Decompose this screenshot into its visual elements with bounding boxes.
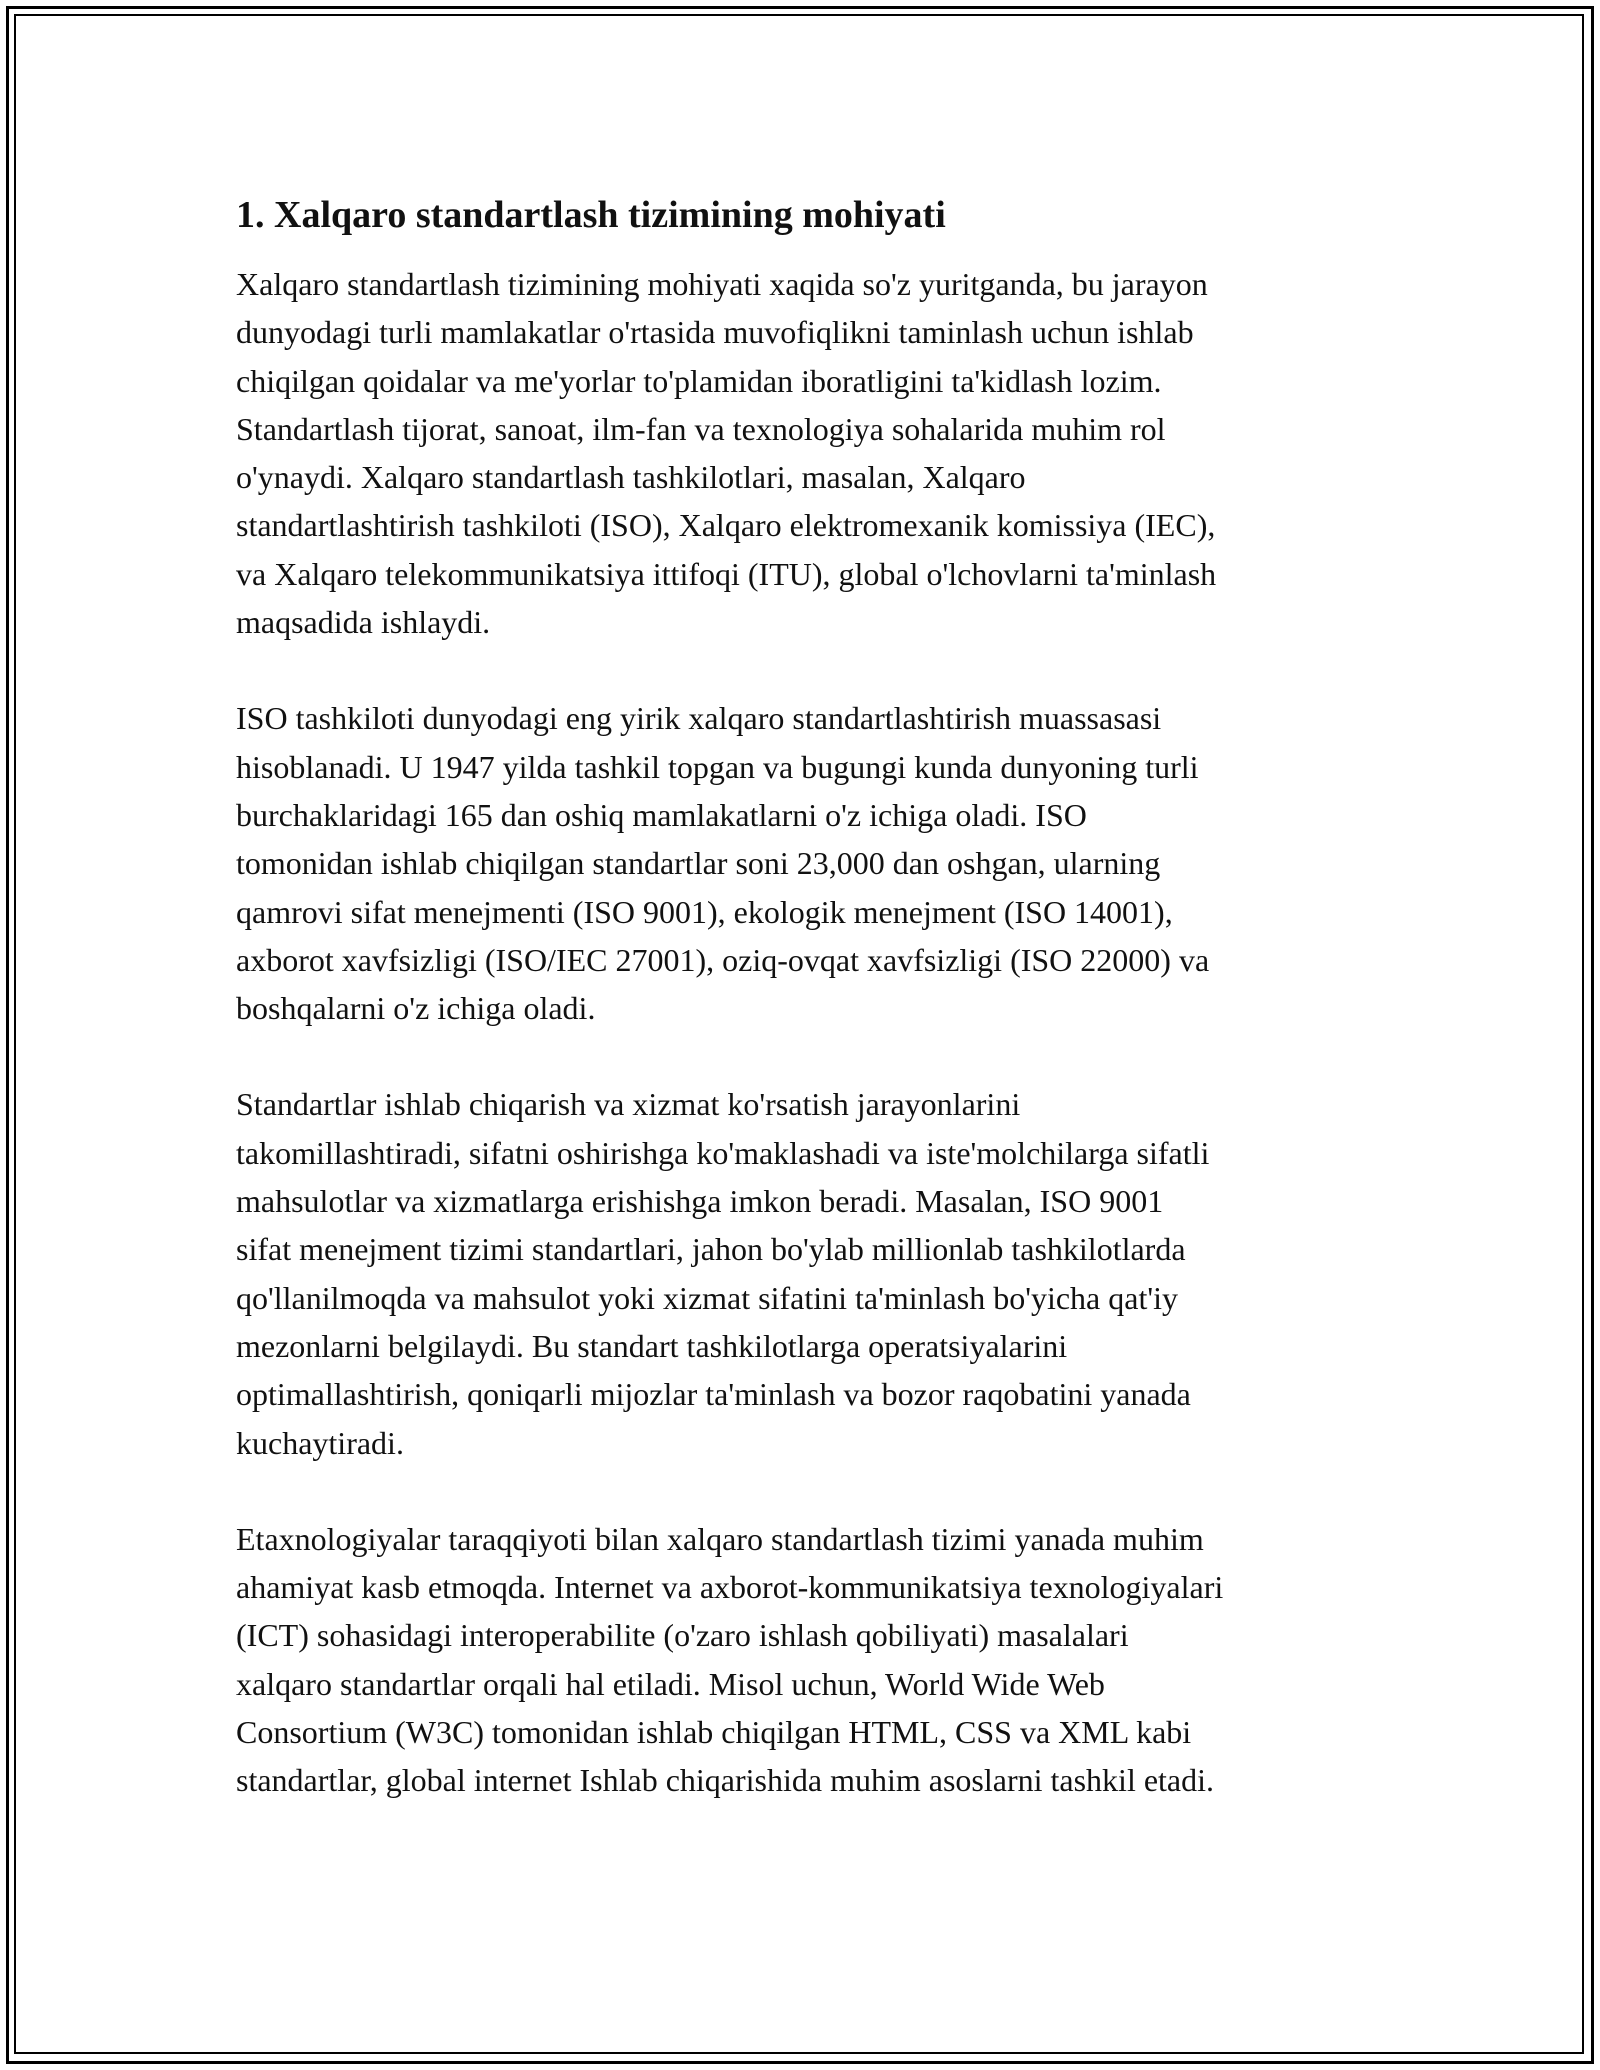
document-body <box>236 190 1376 1853</box>
paragraph-4: Etaxnologiyalar taraqqiyoti bilan xalqaro standartlash tizimi yanada muhim ahamiyat kasb etmoqda. Internet va axborot-kommunikatsiya texnologiyalari (ICT) sohasidagi interoperabilite (o'zaro ishlash qobiliyati) masalalari xalqaro standartlar orqali hal etiladi. Misol uchun, World Wide Web Consortium (W3C) tomonidan ishlab chiqilgan HTML, CSS va XML kabi standartlar, global internet Ishlab chiqarishida muhim asoslarni tashkil etadi. <box>236 1520 1224 1799</box>
paragraph-3: Standartlar ishlab chiqarish va xizmat ko'rsatish jarayonlarini takomillashtiradi, sifatni oshirishga ko'maklashadi va iste'molchilarga sifatli mahsulotlar va xizmatlarga erishishga imkon beradi. Masalan, ISO 9001 sifat menejment tizimi standartlari, jahon bo'ylab millionlab tashkilotlarda qo'llanilmoqda va mahsulot yoki xizmat sifatini ta'minlash bo'yicha qat'iy mezonlarni belgilaydi. Bu standart tashkilotlarga operatsiyalarini optimallashtirish, qoniqarli mijozlar ta'minlash va bozor raqobatini yanada kuchaytiradi. <box>236 1086 1210 1461</box>
paragraph-2: ISO tashkiloti dunyodagi eng yirik xalqaro standartlashtirish muassasasi hisoblanadi. U 1947 yilda tashkil topgan va bugungi kunda dunyoning turli burchaklaridagi 165 dan oshiq mamlakatlarni o'z ichiga oladi. ISO tomonidan ishlab chiqilgan standartlar soni 23,000 dan oshgan, ularning qamrovi sifat menejmenti (ISO 9001), ekologik menejment (ISO 14001), axborot xavfsizligi (ISO/IEC 27001), oziq-ovqat xavfsizligi (ISO 22000) va boshqalarni o'z ichiga oladi. <box>236 700 1210 1027</box>
paragraph-1: Xalqaro standartlash tizimining mohiyati xaqida so'z yuritganda, bu jarayon dunyodagi turli mamlakatlar o'rtasida muvofiqlikni taminlash uchun ishlab chiqilgan qoidalar va me'yorlar to'plamidan iboratligini ta'kidlash lozim. Standartlash tijorat, sanoat, ilm-fan va texnologiya sohalarida muhim rol o'ynaydi. Xalqaro standartlash tashkilotlari, masalan, Xalqaro standartlashtirish tashkiloti (ISO), Xalqaro elektromexanik komissiya (IEC), va Xalqaro telekommunikatsiya ittifoqi (ITU), global o'lchovlarni ta'minlash maqsadida ishlaydi. <box>236 266 1217 641</box>
section-heading: 1. Xalqaro standartlash tizimining mohiyati <box>236 194 946 236</box>
